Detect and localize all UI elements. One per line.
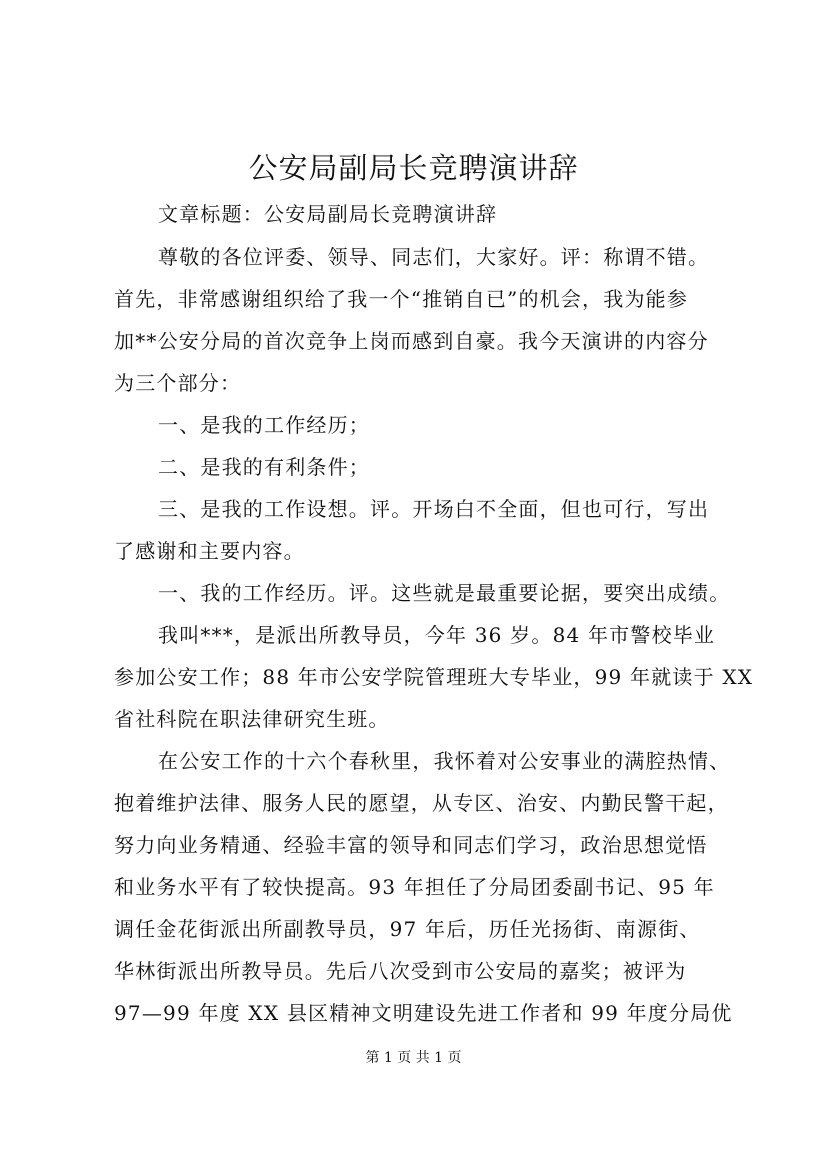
body-line: 二、是我的有利条件； [158, 455, 370, 479]
body-line: 一、我的工作经历。评。这些就是最重要论据，要突出成绩。 [158, 581, 731, 605]
body-line: 在公安工作的十六个春秋里，我怀着对公安事业的满腔热情、 [158, 749, 731, 773]
body-line: 首先，非常感谢组织给了我一个“推销自已”的机会，我为能参 [114, 287, 689, 311]
document-title: 公安局副局长竞聘演讲辞 [248, 151, 579, 185]
body-line: 三、是我的工作设想。评。开场白不全面，但也可行，写出 [158, 497, 710, 521]
body-line: 了感谢和主要内容。 [114, 539, 305, 563]
body-line: 一、是我的工作经历； [158, 413, 370, 437]
body-line: 参加公安工作；88 年市公安学院管理班大专毕业，99 年就读于 XX [114, 665, 754, 689]
body-line: 我叫***，是派出所教导员，今年 36 岁。84 年市警校毕业 [158, 623, 716, 647]
body-line: 调任金花街派出所副教导员，97 年后，历任光扬街、南源街、 [114, 917, 701, 941]
body-line: 加**公安分局的首次竞争上岗而感到自豪。我今天演讲的内容分 [114, 329, 709, 353]
body-line: 为三个部分： [114, 371, 242, 395]
body-line: 文章标题：公安局副局长竞聘演讲辞 [158, 202, 498, 226]
body-line: 和业务水平有了较快提高。93 年担任了分局团委副书记、95 年 [114, 875, 715, 899]
page-footer: 第 1 页 共 1 页 [365, 1050, 462, 1066]
body-line: 华林街派出所教导员。先后八次受到市公安局的嘉奖；被评为 [114, 959, 687, 983]
body-line: 尊敬的各位评委、领导、同志们，大家好。评：称谓不错。 [158, 245, 710, 269]
body-line: 抱着维护法律、服务人民的愿望，从专区、治安、内勤民警干起， [114, 791, 729, 815]
body-line: 努力向业务精通、经验丰富的领导和同志们学习，政治思想觉悟 [114, 833, 708, 857]
body-line: 97—99 年度 XX 县区精神文明建设先进工作者和 99 年度分局优 [114, 1001, 733, 1025]
body-line: 省社科院在职法律研究生班。 [114, 707, 390, 731]
